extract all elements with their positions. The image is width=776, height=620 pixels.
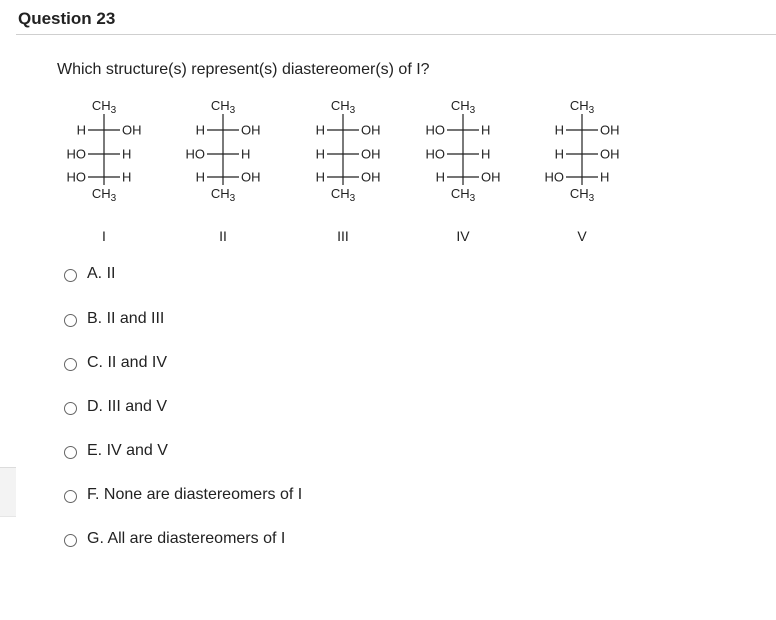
left-substituent: HO — [425, 146, 445, 162]
right-substituent: OH — [241, 169, 261, 185]
structure-label: III — [337, 228, 349, 244]
bottom-group: $CH_3$ — [210, 186, 236, 204]
left-substituent: HO — [66, 169, 86, 185]
option-c[interactable] — [64, 351, 167, 375]
left-substituent: HO — [185, 146, 205, 162]
left-substituent: HO — [544, 169, 564, 185]
right-substituent: H — [241, 146, 251, 162]
top-group: $CH_3$ — [91, 98, 117, 116]
bottom-group: $CH_3$ — [450, 186, 476, 204]
radio-button[interactable] — [64, 358, 77, 371]
left-substituent: HO — [425, 122, 445, 138]
option-label: A. II — [87, 265, 116, 282]
fischer-projections — [0, 0, 776, 250]
radio-button[interactable] — [64, 402, 77, 415]
structure-label: IV — [456, 228, 470, 244]
right-substituent: OH — [361, 169, 381, 185]
right-substituent: OH — [600, 122, 620, 138]
option-e[interactable] — [64, 439, 168, 463]
left-substituent: H — [195, 122, 205, 138]
structure-label: I — [102, 228, 106, 244]
radio-button[interactable] — [64, 534, 77, 547]
top-group: $CH_3$ — [569, 98, 595, 116]
left-substituent: H — [554, 122, 564, 138]
left-substituent: H — [195, 169, 205, 185]
structure-label: V — [577, 228, 587, 244]
option-f[interactable] — [64, 483, 302, 507]
question-prompt: Which structure(s) represent(s) diastereomer(s) of I? — [57, 61, 430, 78]
option-label: F. None are diastereomers of I — [87, 486, 303, 503]
top-group: $CH_3$ — [450, 98, 476, 116]
left-substituent: HO — [66, 146, 86, 162]
top-group: $CH_3$ — [330, 98, 356, 116]
right-substituent: H — [122, 146, 132, 162]
option-label: E. IV and V — [87, 442, 168, 459]
bottom-group: $CH_3$ — [330, 186, 356, 204]
right-substituent: OH — [361, 122, 381, 138]
right-substituent: H — [600, 169, 610, 185]
left-substituent: H — [435, 169, 445, 185]
right-substituent: OH — [361, 146, 381, 162]
option-label: G. All are diastereomers of I — [87, 530, 286, 547]
right-substituent: H — [481, 146, 491, 162]
radio-button[interactable] — [64, 269, 77, 282]
right-substituent: OH — [122, 122, 142, 138]
fischer-structure-3 — [316, 98, 381, 244]
bottom-group: $CH_3$ — [569, 186, 595, 204]
option-a[interactable] — [64, 262, 115, 286]
right-substituent: OH — [481, 169, 501, 185]
option-d[interactable] — [64, 395, 167, 419]
left-substituent: H — [315, 169, 325, 185]
option-label: B. II and III — [87, 310, 165, 327]
left-substituent: H — [76, 122, 86, 138]
question-title: Question 23 — [18, 9, 116, 28]
structure-label: II — [219, 228, 227, 244]
option-g[interactable] — [64, 527, 285, 551]
radio-button[interactable] — [64, 490, 77, 503]
radio-button[interactable] — [64, 314, 77, 327]
right-substituent: H — [122, 169, 132, 185]
right-substituent: OH — [241, 122, 261, 138]
fischer-structure-5 — [545, 98, 620, 244]
fischer-structure-4 — [426, 98, 501, 244]
fischer-structure-2 — [186, 98, 261, 244]
left-substituent: H — [315, 146, 325, 162]
right-substituent: OH — [600, 146, 620, 162]
side-panel-tab[interactable] — [0, 467, 16, 517]
option-b[interactable] — [64, 307, 164, 331]
top-group: $CH_3$ — [210, 98, 236, 116]
right-substituent: H — [481, 122, 491, 138]
bottom-group: $CH_3$ — [91, 186, 117, 204]
option-label: C. II and IV — [87, 354, 168, 371]
fischer-structure-1 — [67, 98, 142, 244]
left-substituent: H — [315, 122, 325, 138]
option-label: D. III and V — [87, 398, 168, 415]
left-substituent: H — [554, 146, 564, 162]
radio-button[interactable] — [64, 446, 77, 459]
